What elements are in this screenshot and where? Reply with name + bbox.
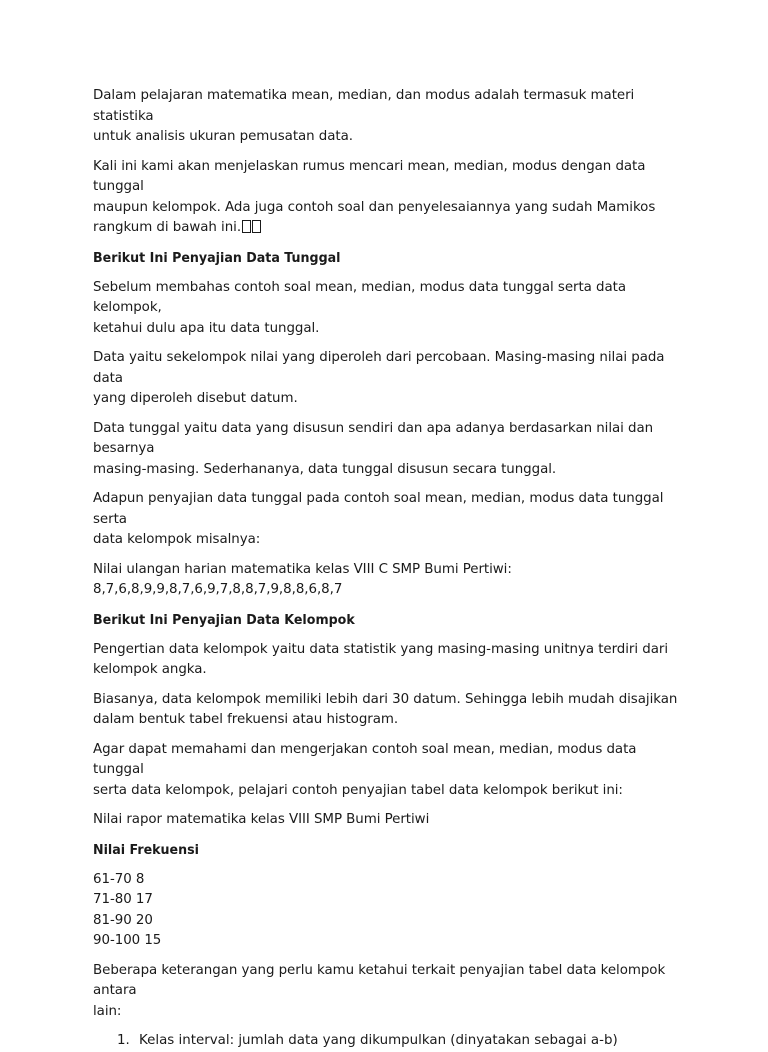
text-line-with-glyphs xyxy=(93,218,685,239)
text-line: Data yaitu sekelompok nilai yang diperoleh dari percobaan. Masing-masing nilai pada data xyxy=(93,350,665,386)
text-line: Dalam pelajaran matematika mean, median, dan modus adalah termasuk materi statistika xyxy=(93,88,635,124)
text-line: maupun kelompok. Ada juga contoh soal dan penyelesaiannya yang sudah Mamikos xyxy=(93,199,656,215)
paragraph-tunggal-5 xyxy=(93,560,685,601)
text-line: Pengertian data kelompok yaitu data statistik yang masing-masing unitnya terdiri dari xyxy=(93,641,668,657)
paragraph-kelompok-1 xyxy=(93,640,685,681)
text-line: untuk analisis ukuran pemusatan data. xyxy=(93,129,353,144)
text-line: serta data kelompok, pelajari contoh penyajian tabel data kelompok berikut ini: xyxy=(93,782,623,798)
text-line: Data tunggal yaitu data yang disusun sendiri dan apa adanya berdasarkan nilai dan besarnya xyxy=(93,420,654,456)
document-page xyxy=(93,86,685,1052)
frequency-list xyxy=(93,870,685,952)
list-item-text: Kelas interval: jumlah data yang dikumpulkan (dinyatakan sebagai a-b) xyxy=(139,1033,618,1048)
text-line: ketahui dulu apa itu data tunggal. xyxy=(93,320,320,336)
paragraph-kelompok-2 xyxy=(93,690,685,731)
paragraph-kelompok-3 xyxy=(93,740,685,802)
text-line: kelompok angka. xyxy=(93,662,207,677)
text-line: Beberapa keterangan yang perlu kamu ketahui terkait penyajian tabel data kelompok antara xyxy=(93,962,666,998)
text-line: dalam bentuk tabel frekuensi atau histogram. xyxy=(93,712,399,727)
heading-nilai-frekuensi: Nilai Frekuensi xyxy=(93,841,199,858)
paragraph-tunggal-4 xyxy=(93,489,685,551)
text-line: masing-masing. Sederhananya, data tunggal disusun secara tunggal. xyxy=(93,461,557,477)
text-line: Adapun penyajian data tunggal pada contoh soal mean, median, modus data tunggal serta xyxy=(93,491,664,527)
paragraph-kelompok-4 xyxy=(93,810,685,831)
heading-data-kelompok: Berikut Ini Penyajian Data Kelompok xyxy=(93,611,355,628)
text-line: Agar dapat memahami dan mengerjakan contoh soal mean, median, modus data tunggal xyxy=(93,741,637,777)
frequency-row: 90-100 15 xyxy=(93,933,162,948)
paragraph-keterangan xyxy=(93,961,685,1023)
text-line: Kali ini kami akan menjelaskan rumus mencari mean, median, modus dengan data tunggal xyxy=(93,158,646,194)
text-line: Biasanya, data kelompok memiliki lebih dari 30 datum. Sehingga lebih mudah disajikan xyxy=(93,691,678,707)
paragraph-intro-1 xyxy=(93,86,685,148)
numbered-list xyxy=(93,1031,685,1052)
paragraph-tunggal-3 xyxy=(93,419,685,481)
missing-glyph-icon xyxy=(242,220,251,233)
frequency-row: 81-90 20 xyxy=(93,912,153,928)
text-line: Nilai ulangan harian matematika kelas VIII C SMP Bumi Pertiwi: xyxy=(93,561,512,577)
list-item xyxy=(93,1031,685,1052)
text-line: Nilai rapor matematika kelas VIII SMP Bumi Pertiwi xyxy=(93,812,430,827)
text-line: lain: xyxy=(93,1003,122,1019)
list-number: 1. xyxy=(117,1033,130,1048)
heading-data-tunggal: Berikut Ini Penyajian Data Tunggal xyxy=(93,249,341,266)
paragraph-tunggal-2 xyxy=(93,348,685,410)
text-line: data kelompok misalnya: xyxy=(93,532,261,547)
paragraph-intro-2 xyxy=(93,157,685,239)
frequency-row: 61-70 8 xyxy=(93,871,145,887)
missing-glyph-icon xyxy=(252,220,261,233)
data-values-line: 8,7,6,8,9,9,8,7,6,9,7,8,8,7,9,8,8,6,8,7 xyxy=(93,582,343,597)
text-line: yang diperoleh disebut datum. xyxy=(93,391,298,406)
text-line: rangkum di bawah ini. xyxy=(93,220,242,235)
frequency-row: 71-80 17 xyxy=(93,892,153,907)
paragraph-tunggal-1 xyxy=(93,278,685,340)
text-line: Sebelum membahas contoh soal mean, median, modus data tunggal serta data kelompok, xyxy=(93,279,626,315)
